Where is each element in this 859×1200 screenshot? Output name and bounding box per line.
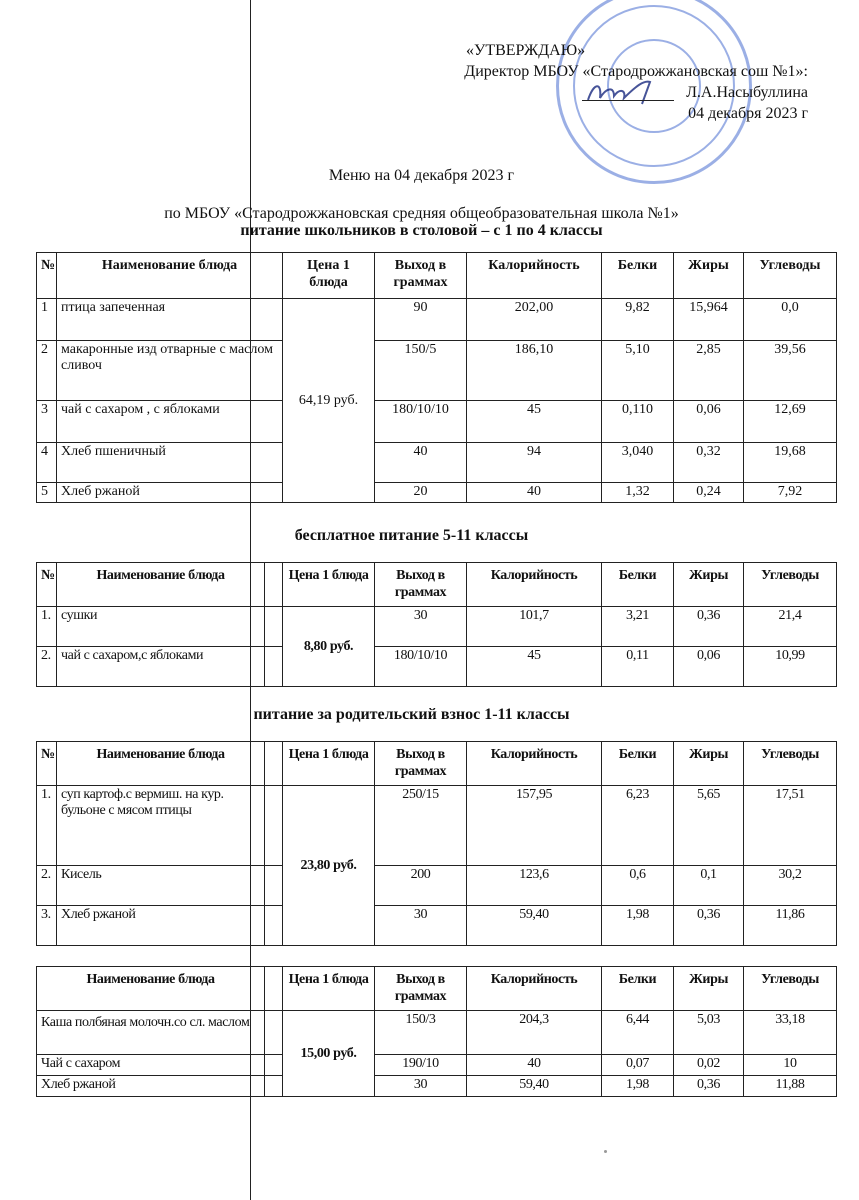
table-row: Хлеб ржаной 30 59,40 1,98 0,36 11,88 xyxy=(37,1076,837,1097)
table-row: Каша полбяная молочн.со сл. маслом 15,00 руб. 150/3 204,3 6,44 5,03 33,18 xyxy=(37,1011,837,1055)
dish-name: Каша полбяная молочн.со сл. маслом xyxy=(37,1011,265,1055)
table-header-row: Наименование блюда Цена 1 блюда Выход в граммах Калорийность Белки Жиры Углеводы xyxy=(37,967,837,1011)
dish-name: чай с сахаром,с яблоками xyxy=(57,647,265,687)
menu-table-grades-1-4 xyxy=(36,252,837,503)
dish-name: Хлеб ржаной xyxy=(57,906,265,946)
col-name: Наименование блюда xyxy=(57,253,283,299)
table-row: Чай с сахаром 190/10 40 0,07 0,02 10 xyxy=(37,1055,837,1076)
section1-title: питание школьников в столовой – с 1 по 4 классы xyxy=(240,222,603,239)
approval-signatory: Л.А.Насыбуллина xyxy=(686,84,808,101)
price-cell: 8,80 руб. xyxy=(283,607,375,687)
table-header-row: № Наименование блюда Цена 1 блюда Выход в граммах Калорийность Белки Жиры Углеводы xyxy=(37,742,837,786)
section2-title: бесплатное питание 5-11 классы xyxy=(294,527,529,544)
table-header-row: № Наименование блюда Цена 1 блюда Выход в граммах Калорийность Белки Жиры Углеводы xyxy=(37,563,837,607)
table-row: 3 чай с сахаром , с яблоками 180/10/10 45 0,110 0,06 12,69 xyxy=(37,401,837,443)
table-header-row xyxy=(37,253,837,299)
scan-speck xyxy=(604,1150,607,1153)
table-row: 4 Хлеб пшеничный 40 94 3,040 0,32 19,68 xyxy=(37,443,837,483)
col-price: Цена 1 блюда xyxy=(283,253,375,299)
col-fat: Жиры xyxy=(674,253,744,299)
dish-name: сушки xyxy=(57,607,265,647)
dish-name: чай с сахаром , с яблоками xyxy=(57,401,283,443)
menu-title: Меню на 04 декабря 2023 г xyxy=(328,167,515,184)
menu-table-free-5-11 xyxy=(36,562,837,687)
col-carbs: Углеводы xyxy=(744,253,837,299)
dish-name: птица запеченная xyxy=(57,299,283,341)
dish-name: Хлеб пшеничный xyxy=(57,443,283,483)
approval-heading: «УТВЕРЖДАЮ» xyxy=(466,42,586,59)
dish-name: Кисель xyxy=(57,866,265,906)
dish-name: суп картоф.с вермиш. на кур. бульоне с мясом птицы xyxy=(57,786,265,866)
table-row: 2. чай с сахаром,с яблоками 180/10/10 45 0,11 0,06 10,99 xyxy=(37,647,837,687)
table-row: 2 макаронные изд отварные с маслом сливоч 150/5 186,10 5,10 2,85 39,56 xyxy=(37,341,837,401)
col-calories: Калорийность xyxy=(467,253,602,299)
school-name: по МБОУ «Стародрожжановская средняя общеобразовательная школа №1» xyxy=(164,205,679,222)
section3-title: питание за родительский взнос 1-11 классы xyxy=(253,706,570,723)
col-protein: Белки xyxy=(602,253,674,299)
table-row: 2. Кисель 200 123,6 0,6 0,1 30,2 xyxy=(37,866,837,906)
table-row: 5 Хлеб ржаной 20 40 1,32 0,24 7,92 xyxy=(37,483,837,503)
dish-name: макаронные изд отварные с маслом сливоч xyxy=(57,341,283,401)
menu-table-parental-1-11 xyxy=(36,741,837,946)
table-row: 1. суп картоф.с вермиш. на кур. бульоне с мясом птицы 23,80 руб. 250/15 157,95 6,23 5,65 17,51 xyxy=(37,786,837,866)
table-row: 1 птица запеченная 64,19 руб. 90 202,00 9,82 15,964 0,0 xyxy=(37,299,837,341)
col-yield: Выход в граммах xyxy=(375,253,467,299)
approval-position: Директор МБОУ «Стародрожжановская сош №1»: xyxy=(464,63,808,80)
table-row: 1. сушки 8,80 руб. 30 101,7 3,21 0,36 21,4 xyxy=(37,607,837,647)
dish-name: Хлеб ржаной xyxy=(57,483,283,503)
price-cell: 64,19 руб. xyxy=(283,299,375,503)
approval-block xyxy=(438,40,808,124)
col-num: № xyxy=(37,253,57,299)
price-cell: 15,00 руб. xyxy=(283,1011,375,1097)
table-row: 3. Хлеб ржаной 30 59,40 1,98 0,36 11,86 xyxy=(37,906,837,946)
approval-date: 04 декабря 2023 г xyxy=(688,105,808,122)
menu-table-breakfast xyxy=(36,966,837,1097)
dish-name: Чай с сахаром xyxy=(37,1055,265,1076)
price-cell: 23,80 руб. xyxy=(283,786,375,946)
dish-name: Хлеб ржаной xyxy=(37,1076,265,1097)
